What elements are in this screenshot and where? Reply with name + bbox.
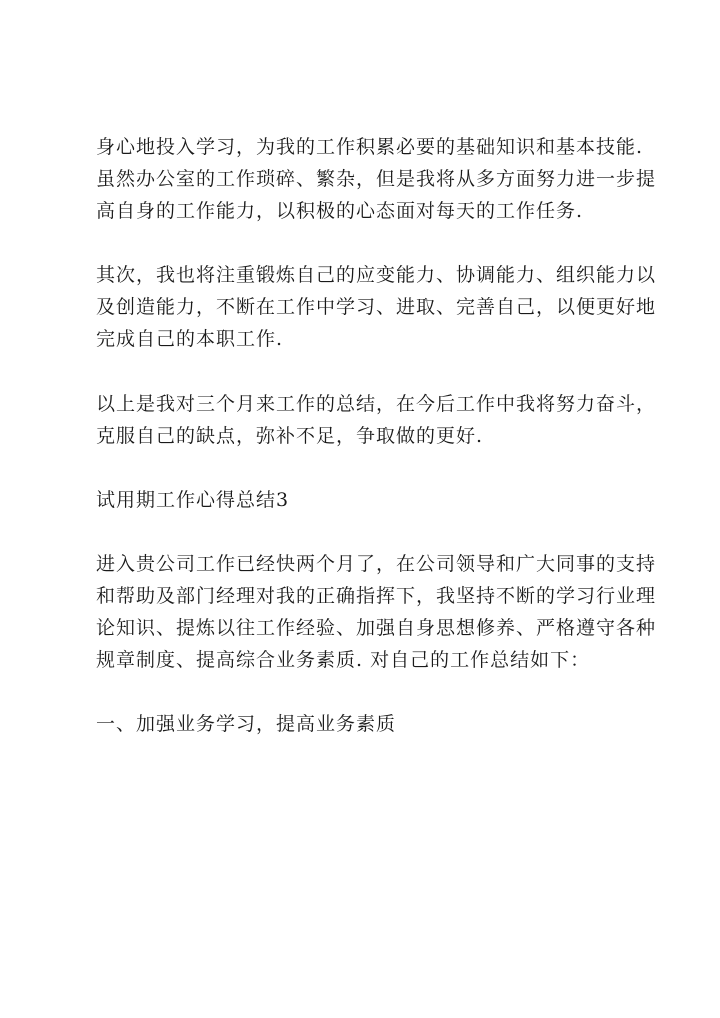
text-line: 及创造能力，不断在工作中学习、进取、完善自己，以便更好地: [96, 296, 657, 318]
text-line: 和帮助及部门经理对我的正确指挥下，我坚持不断的学习行业理: [96, 585, 657, 607]
text-line: 高自身的工作能力，以积极的心态面对每天的工作任务.: [96, 200, 584, 222]
subsection-title: 一、加强业务学习，提高业务素质: [96, 713, 397, 735]
text-line: 身心地投入学习，为我的工作积累必要的基础知识和基本技能.: [96, 136, 644, 158]
text-line: 克服自己的缺点，弥补不足，争取做的更好.: [96, 425, 484, 447]
text-line: 进入贵公司工作已经快两个月了，在公司领导和广大同事的支持: [96, 553, 657, 575]
text-line: 论知识、提炼以往工作经验、加强自身思想修养、严格遵守各种: [96, 617, 657, 639]
paragraph-study-commitment: [96, 131, 656, 227]
document-body: [96, 131, 656, 740]
text-line: 规章制度、提高综合业务素质. 对自己的工作总结如下：: [96, 649, 591, 671]
section-heading: [96, 484, 656, 516]
text-line: 虽然办公室的工作琐碎、繁杂，但是我将从多方面努力进一步提: [96, 168, 657, 190]
text-line: 其次，我也将注重锻炼自己的应变能力、协调能力、组织能力以: [96, 264, 657, 286]
section-title: 试用期工作心得总结3: [96, 489, 290, 511]
paragraph-conclusion: [96, 388, 656, 452]
paragraph-introduction: [96, 548, 656, 676]
text-line: 完成自己的本职工作.: [96, 328, 284, 350]
text-line: 以上是我对三个月来工作的总结，在今后工作中我将努力奋斗，: [96, 393, 657, 415]
paragraph-skills: [96, 259, 656, 355]
subsection-heading: [96, 708, 656, 740]
